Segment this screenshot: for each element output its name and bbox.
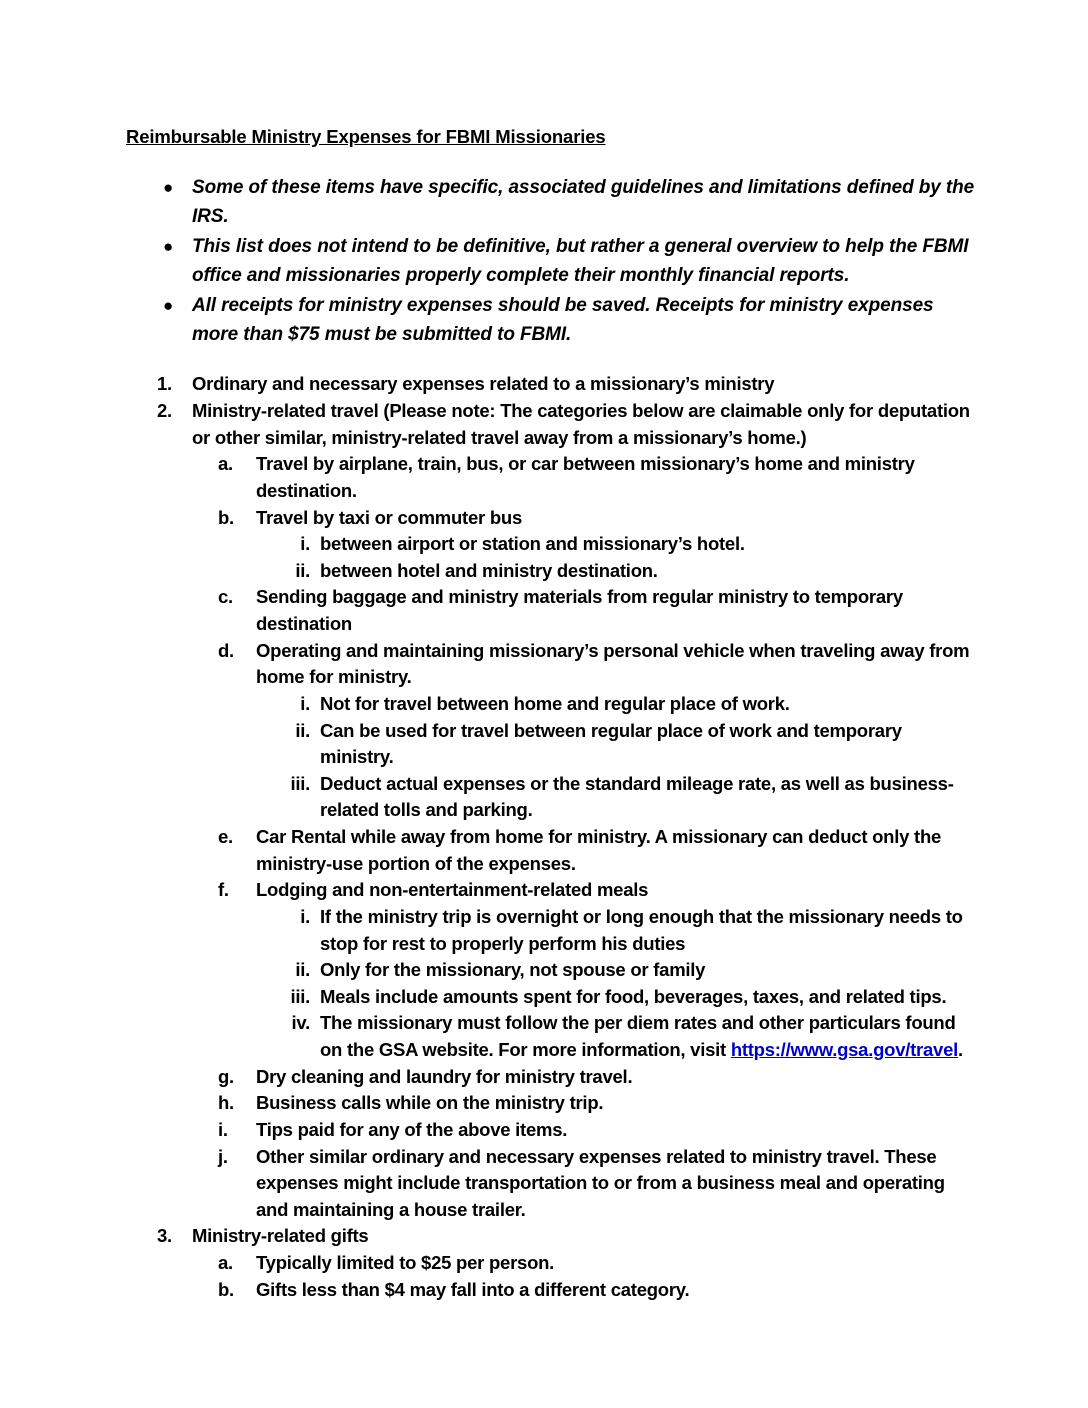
list-marker: iv. <box>291 1012 310 1034</box>
list-item-text: Car Rental while away from home for ministry. A missionary can deduct only the ministry-use portion of the expenses. <box>256 826 942 874</box>
list-marker: 3. <box>157 1225 172 1247</box>
list-item-text: Operating and maintaining missionary’s personal vehicle when traveling away from home for ministry. <box>256 639 970 688</box>
list-item-text: The missionary must follow the per diem rates and other particulars found on the GSA website. For more information, visit <box>320 1012 956 1061</box>
list-marker: i. <box>218 1118 228 1140</box>
list-item-text: Tips paid for any of the above items. <box>256 1118 568 1140</box>
page-title: Reimbursable Ministry Expenses for FBMI Missionaries <box>126 126 606 147</box>
list-item-text: Other similar ordinary and necessary expenses related to ministry travel. These expenses might include transportation to or from a business meal and operating and maintaining a house trailer. <box>256 1145 945 1220</box>
list-item-text: If the ministry trip is overnight or long enough that the missionary needs to stop for rest to properly perform his duties <box>320 905 963 954</box>
roman-sublist <box>126 531 978 584</box>
list-item <box>126 292 978 350</box>
list-item-text: between hotel and ministry destination. <box>320 559 658 581</box>
list-item <box>126 1144 978 1224</box>
list-item-text: Only for the missionary, not spouse or family <box>320 959 706 981</box>
list-marker: a. <box>218 1252 233 1274</box>
list-marker: ii. <box>295 959 310 981</box>
list-marker: a. <box>218 453 233 475</box>
gsa-travel-link[interactable]: https://www.gsa.gov/travel <box>730 1039 959 1061</box>
list-marker: 1. <box>157 373 172 395</box>
list-marker: f. <box>218 879 229 901</box>
list-item-text: Not for travel between home and regular place of work. <box>320 692 790 714</box>
list-item <box>126 1250 978 1277</box>
list-item-text: Travel by taxi or commuter bus <box>256 506 522 528</box>
alpha-sublist <box>126 451 978 1223</box>
list-item <box>126 984 978 1011</box>
list-marker: i. <box>300 692 310 714</box>
list-item-text: This list does not intend to be definitive, but rather a general overview to help the FBMI office and missionaries properly complete their monthly financial reports. <box>192 235 969 286</box>
list-item-text: Can be used for travel between regular place of work and temporary ministry. <box>320 719 902 768</box>
list-item-text: Lodging and non-entertainment-related meals <box>256 879 649 901</box>
list-item <box>126 1223 978 1250</box>
list-item <box>126 371 978 398</box>
list-item-text: Ministry-related travel (Please note: The categories below are claimable only for deputation or other similar, ministry-related travel away from a missionary’s home.) <box>192 400 970 448</box>
list-marker: g. <box>218 1065 234 1087</box>
list-item <box>126 174 978 232</box>
list-item <box>126 957 978 984</box>
list-marker: ii. <box>295 559 310 581</box>
list-item <box>126 904 978 957</box>
list-item-text: Sending baggage and ministry materials from regular ministry to temporary destination <box>256 586 903 635</box>
list-marker: j. <box>218 1145 228 1167</box>
list-item <box>126 398 978 451</box>
numbered-list <box>126 371 978 1303</box>
list-item-text: Business calls while on the ministry trip. <box>256 1092 604 1114</box>
roman-sublist <box>126 904 978 1064</box>
list-item <box>126 505 978 532</box>
list-item <box>126 824 978 877</box>
list-item-text: Some of these items have specific, associated guidelines and limitations defined by the IRS. <box>192 177 975 228</box>
alpha-sublist <box>126 1250 978 1303</box>
list-item-text: Deduct actual expenses or the standard mileage rate, as well as business-related tolls and parking. <box>320 772 954 821</box>
list-item <box>126 771 978 824</box>
list-item <box>126 638 978 691</box>
list-item-text-tail: . <box>958 1039 963 1061</box>
list-marker: iii. <box>290 985 310 1007</box>
list-item-text: Typically limited to $25 per person. <box>256 1252 555 1274</box>
list-marker: d. <box>218 639 234 661</box>
list-item-text: Ordinary and necessary expenses related to a missionary’s ministry <box>192 373 775 395</box>
list-item <box>126 1090 978 1117</box>
list-item-text: Dry cleaning and laundry for ministry travel. <box>256 1065 633 1087</box>
list-item <box>126 233 978 291</box>
list-marker: h. <box>218 1092 234 1114</box>
list-item-text: Travel by airplane, train, bus, or car between missionary’s home and ministry destination. <box>256 453 915 501</box>
list-marker: b. <box>218 1278 234 1300</box>
list-item-text: Meals include amounts spent for food, beverages, taxes, and related tips. <box>320 985 947 1007</box>
list-marker: b. <box>218 506 234 528</box>
list-item <box>126 584 978 637</box>
list-item <box>126 1277 978 1304</box>
list-item <box>126 718 978 771</box>
list-item <box>126 1010 978 1063</box>
intro-bullet-list <box>126 174 978 349</box>
list-marker: e. <box>218 826 233 848</box>
list-item-text: between airport or station and missionary’s hotel. <box>320 533 745 555</box>
bullet-marker: ● <box>163 295 174 315</box>
list-item <box>126 531 978 558</box>
list-item-text: Gifts less than $4 may fall into a different category. <box>256 1278 690 1300</box>
list-item <box>126 1064 978 1091</box>
list-item-text: All receipts for ministry expenses should be saved. Receipts for ministry expenses more than $75 must be submitted to FBMI. <box>192 294 934 345</box>
list-item <box>126 691 978 718</box>
list-item <box>126 451 978 504</box>
list-marker: iii. <box>290 772 310 794</box>
list-item <box>126 558 978 585</box>
list-item <box>126 877 978 904</box>
list-item-text: Ministry-related gifts <box>192 1225 369 1247</box>
list-marker: ii. <box>295 719 310 741</box>
list-item <box>126 1117 978 1144</box>
list-marker: i. <box>300 905 310 927</box>
bullet-marker: ● <box>163 236 174 256</box>
bullet-marker: ● <box>163 178 174 198</box>
list-marker: i. <box>300 533 310 555</box>
list-marker: 2. <box>157 400 172 422</box>
roman-sublist <box>126 691 978 824</box>
list-marker: c. <box>218 586 233 608</box>
